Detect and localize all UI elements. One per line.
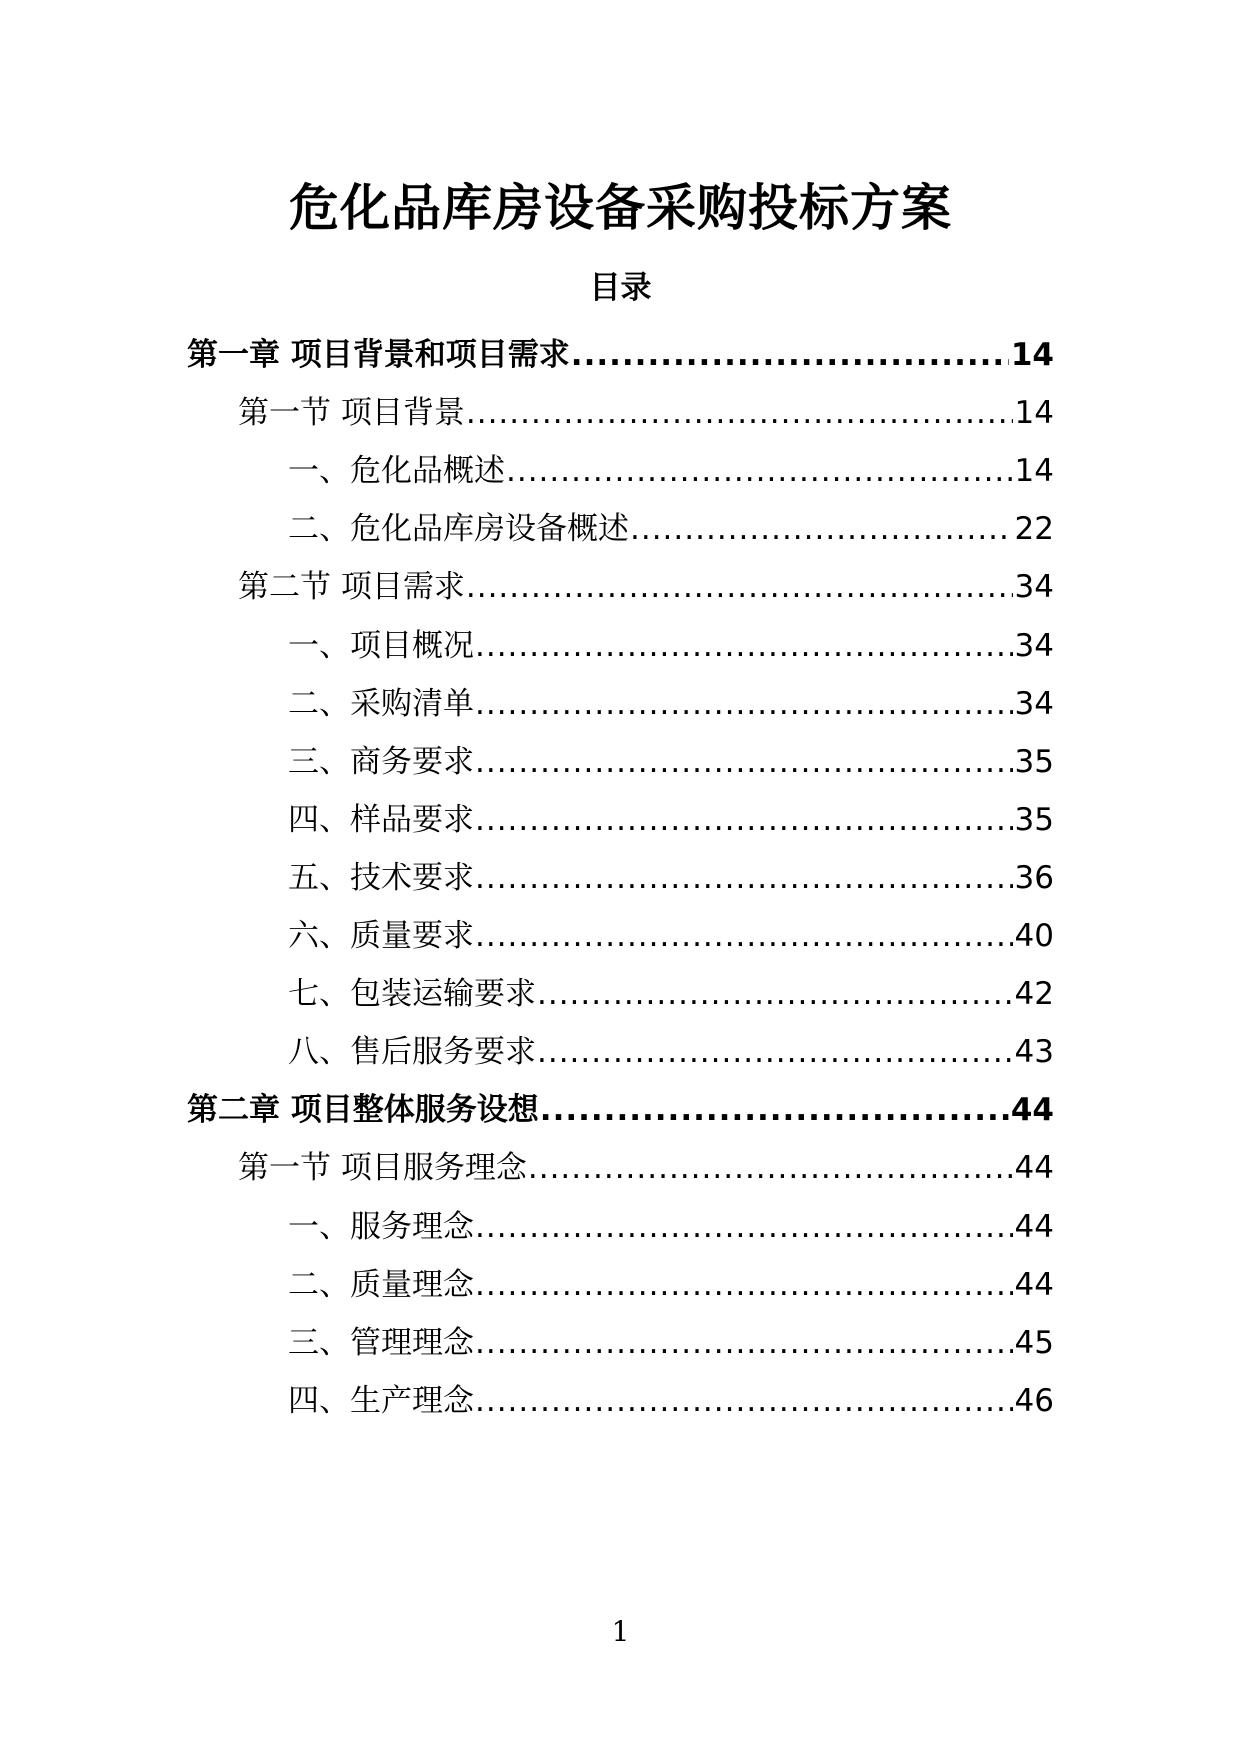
toc-dot-leader [475, 856, 1013, 900]
toc-dot-leader [475, 624, 1013, 668]
toc-entry-page: 36 [1014, 859, 1054, 896]
toc-dot-leader [571, 333, 1009, 377]
toc-entry-page: 44 [1014, 1266, 1054, 1303]
toc-entry-label: 一、服务理念 [288, 1208, 474, 1245]
toc-entry[interactable] [288, 1375, 1054, 1423]
toc-entry[interactable] [187, 1084, 1054, 1132]
toc-dot-leader [475, 682, 1013, 726]
toc-entry-page: 22 [1014, 511, 1054, 548]
toc-dot-leader [475, 1321, 1013, 1365]
toc-dot-leader [475, 914, 1013, 958]
page-number: 1 [611, 1615, 630, 1648]
toc-dot-leader [475, 1379, 1013, 1423]
toc-entry-label: 四、样品要求 [288, 801, 474, 838]
toc-entry-page: 43 [1014, 1034, 1054, 1071]
toc-entry-page: 42 [1014, 976, 1054, 1013]
toc-entry[interactable] [238, 561, 1054, 609]
toc-entry[interactable] [238, 1142, 1054, 1190]
toc-dot-leader [537, 1030, 1013, 1074]
toc-entry-label: 二、质量理念 [288, 1266, 474, 1303]
toc-dot-leader [475, 798, 1013, 842]
toc-entry[interactable] [288, 1201, 1054, 1249]
toc-dot-leader [475, 740, 1013, 784]
toc-entry[interactable] [288, 910, 1054, 958]
toc-entry-label: 八、售后服务要求 [288, 1034, 536, 1071]
toc-entry[interactable] [288, 678, 1054, 726]
toc-entry-page: 44 [1014, 1208, 1054, 1245]
toc-entry[interactable] [288, 445, 1054, 493]
toc-entry-page: 44 [1010, 1092, 1054, 1129]
toc-entry-label: 二、采购清单 [288, 685, 474, 722]
toc-entry-page: 34 [1014, 627, 1054, 664]
toc-entry[interactable] [288, 503, 1054, 551]
toc-entry[interactable] [288, 852, 1054, 900]
toc-heading: 目录 [589, 270, 652, 306]
document-title: 危化品库房设备采购投标方案 [289, 179, 952, 237]
toc-entry-label: 一、危化品概述 [288, 453, 505, 490]
toc-entry-label: 二、危化品库房设备概述 [288, 511, 629, 548]
toc-dot-leader [475, 1205, 1013, 1249]
toc-entry[interactable] [288, 1259, 1054, 1307]
toc-dot-leader [528, 1146, 1013, 1190]
toc-entry-label: 六、质量要求 [288, 918, 474, 954]
toc-entry-page: 14 [1014, 395, 1054, 432]
toc-entry-label: 第一节 项目背景 [238, 395, 465, 432]
toc-entry-label: 五、技术要求 [288, 859, 474, 896]
toc-entry-page: 44 [1014, 1150, 1054, 1187]
toc-entry-label: 七、包装运输要求 [288, 976, 536, 1013]
toc-dot-leader [466, 565, 1013, 609]
toc-entry[interactable] [288, 1026, 1054, 1074]
toc-entry-label: 四、生产理念 [288, 1382, 474, 1419]
toc-entry-label: 第一章 项目背景和项目需求 [187, 337, 570, 373]
toc-dot-leader [506, 449, 1013, 493]
toc-entry-label: 第二章 项目整体服务设想 [187, 1092, 539, 1129]
toc-entry[interactable] [288, 794, 1054, 842]
toc-dot-leader [537, 972, 1013, 1016]
toc-entry-label: 三、管理理念 [288, 1324, 474, 1361]
toc-dot-leader [475, 1263, 1013, 1307]
toc-entry-page: 14 [1010, 337, 1054, 373]
toc-entry-page: 46 [1014, 1382, 1054, 1419]
toc-dot-leader [630, 507, 1013, 551]
toc-dot-leader [540, 1088, 1009, 1132]
toc-entry-page: 35 [1014, 743, 1054, 780]
toc-entry-page: 35 [1014, 801, 1054, 838]
toc-entry-label: 一、项目概况 [288, 627, 474, 664]
toc-entry[interactable] [288, 1317, 1054, 1365]
toc-entry-label: 第二节 项目需求 [238, 569, 465, 606]
toc-entry-page: 34 [1014, 685, 1054, 722]
toc-entry-page: 45 [1014, 1324, 1054, 1361]
toc-entry[interactable] [288, 736, 1054, 784]
toc-entry[interactable] [288, 968, 1054, 1016]
toc-entry[interactable] [238, 387, 1054, 435]
toc-entry-label: 第一节 项目服务理念 [238, 1150, 527, 1187]
toc-entry-label: 三、商务要求 [288, 743, 474, 780]
toc-dot-leader [466, 391, 1013, 435]
toc-entry[interactable] [288, 620, 1054, 668]
toc-entry-page: 14 [1014, 453, 1054, 490]
toc-entry[interactable] [187, 329, 1054, 377]
toc-entry-page: 40 [1014, 918, 1054, 954]
toc-entry-page: 34 [1014, 569, 1054, 606]
